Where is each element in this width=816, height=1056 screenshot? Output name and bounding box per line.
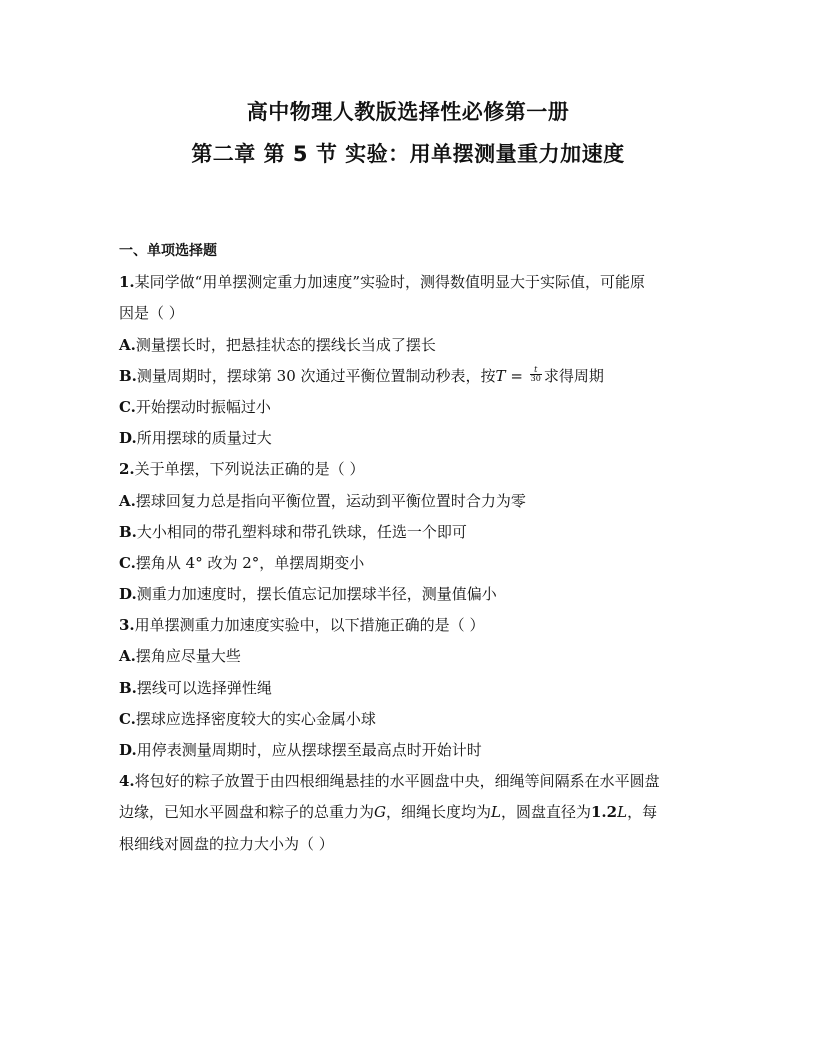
option-text: 开始摆动时振幅过小 bbox=[135, 397, 271, 416]
question-1-option-d bbox=[119, 423, 719, 454]
question-4-stem bbox=[119, 766, 719, 797]
option-text: 所用摆球的质量过大 bbox=[136, 429, 272, 448]
question-1-option-b bbox=[119, 361, 719, 392]
option-text: 测重力加速度时，摆长值忘记加摆球半径，测量值偏小 bbox=[136, 585, 497, 604]
option-letter: D. bbox=[119, 741, 137, 759]
option-letter: B. bbox=[119, 522, 137, 541]
question-1-stem bbox=[119, 267, 719, 298]
fraction-denominator: 30 bbox=[530, 374, 541, 384]
question-text: 用单摆测重力加速度实验中，以下措施正确的是（ ） bbox=[134, 616, 485, 635]
question-1-option-a bbox=[119, 330, 719, 361]
question-number: 1. bbox=[119, 273, 135, 292]
question-3-stem bbox=[119, 610, 719, 641]
option-letter: A. bbox=[119, 491, 136, 510]
stem-text: 边缘，已知水平圆盘和粽子的总重力为 bbox=[119, 803, 375, 822]
option-text: 测量周期时，摆球第 30 次通过平衡位置制动秒表，按 bbox=[136, 366, 496, 385]
option-letter: C. bbox=[119, 553, 136, 572]
option-letter: B. bbox=[119, 678, 137, 697]
symbol-length: L bbox=[617, 803, 628, 822]
option-letter: C. bbox=[119, 709, 136, 728]
question-1-stem-cont: 因是（ ） bbox=[119, 304, 184, 323]
stem-text: ，每 bbox=[627, 803, 658, 822]
document-subtitle: 第二章 第 5 节 实验：用单摆测量重力加速度 bbox=[191, 142, 625, 166]
stem-text: ，圆盘直径为 bbox=[500, 803, 591, 822]
option-text-end: 求得周期 bbox=[543, 366, 604, 385]
question-3-option-b bbox=[119, 673, 719, 704]
diameter-coefficient: 1.2 bbox=[591, 803, 618, 822]
option-letter: A. bbox=[119, 335, 136, 354]
question-number: 4. bbox=[119, 772, 135, 791]
option-text: 用停表测量周期时，应从摆球摆至最高点时开始计时 bbox=[136, 741, 482, 759]
option-text: 摆球应选择密度较大的实心金属小球 bbox=[135, 709, 376, 728]
option-text: 摆球回复力总是指向平衡位置，运动到平衡位置时合力为零 bbox=[135, 491, 526, 510]
question-text: 关于单摆，下列说法正确的是（ ） bbox=[134, 460, 365, 479]
formula-period-symbol: T bbox=[495, 366, 506, 385]
question-number: 2. bbox=[119, 460, 135, 479]
option-letter: D. bbox=[119, 429, 137, 448]
option-text: 摆角从 4° 改为 2°，单摆周期变小 bbox=[135, 553, 365, 572]
section-heading: 一、单项选择题 bbox=[119, 243, 217, 259]
option-text: 摆角应尽量大些 bbox=[135, 647, 241, 666]
document-title: 高中物理人教版选择性必修第一册 bbox=[246, 100, 570, 124]
question-list bbox=[119, 236, 719, 860]
question-2-option-d bbox=[119, 579, 719, 610]
question-3-option-a bbox=[119, 641, 719, 672]
question-4-stem-end: 根细线对圆盘的拉力大小为（ ） bbox=[119, 834, 334, 853]
question-2-stem bbox=[119, 454, 719, 485]
question-4-stem-cont bbox=[119, 797, 719, 828]
question-text: 将包好的粽子放置于由四根细绳悬挂的水平圆盘中央，细绳等间隔系在水平圆盘 bbox=[134, 772, 660, 791]
question-2-option-a bbox=[119, 486, 719, 517]
stem-text: ，细绳长度均为 bbox=[386, 803, 492, 822]
question-3-option-d bbox=[119, 735, 719, 766]
question-1-option-c bbox=[119, 392, 719, 423]
option-letter: D. bbox=[119, 585, 137, 604]
option-text: 大小相同的带孔塑料球和带孔铁球，任选一个即可 bbox=[136, 522, 467, 541]
option-letter: C. bbox=[119, 397, 136, 416]
symbol-weight: G bbox=[374, 803, 386, 822]
question-number: 3. bbox=[119, 616, 135, 635]
option-text: 测量摆长时，把悬挂状态的摆线长当成了摆长 bbox=[135, 335, 436, 354]
question-text: 某同学做“用单摆测定重力加速度”实验时，测得数值明显大于实际值，可能原 bbox=[134, 273, 646, 292]
question-2-option-c bbox=[119, 548, 719, 579]
formula-equals: = bbox=[505, 366, 528, 385]
question-3-option-c bbox=[119, 704, 719, 735]
option-letter: B. bbox=[119, 366, 137, 385]
option-letter: A. bbox=[119, 647, 136, 666]
question-2-option-b bbox=[119, 517, 719, 548]
symbol-length: L bbox=[491, 803, 501, 822]
fraction-numerator: t bbox=[530, 366, 542, 375]
option-text: 摆线可以选择弹性绳 bbox=[136, 678, 272, 697]
formula-fraction bbox=[530, 366, 542, 383]
